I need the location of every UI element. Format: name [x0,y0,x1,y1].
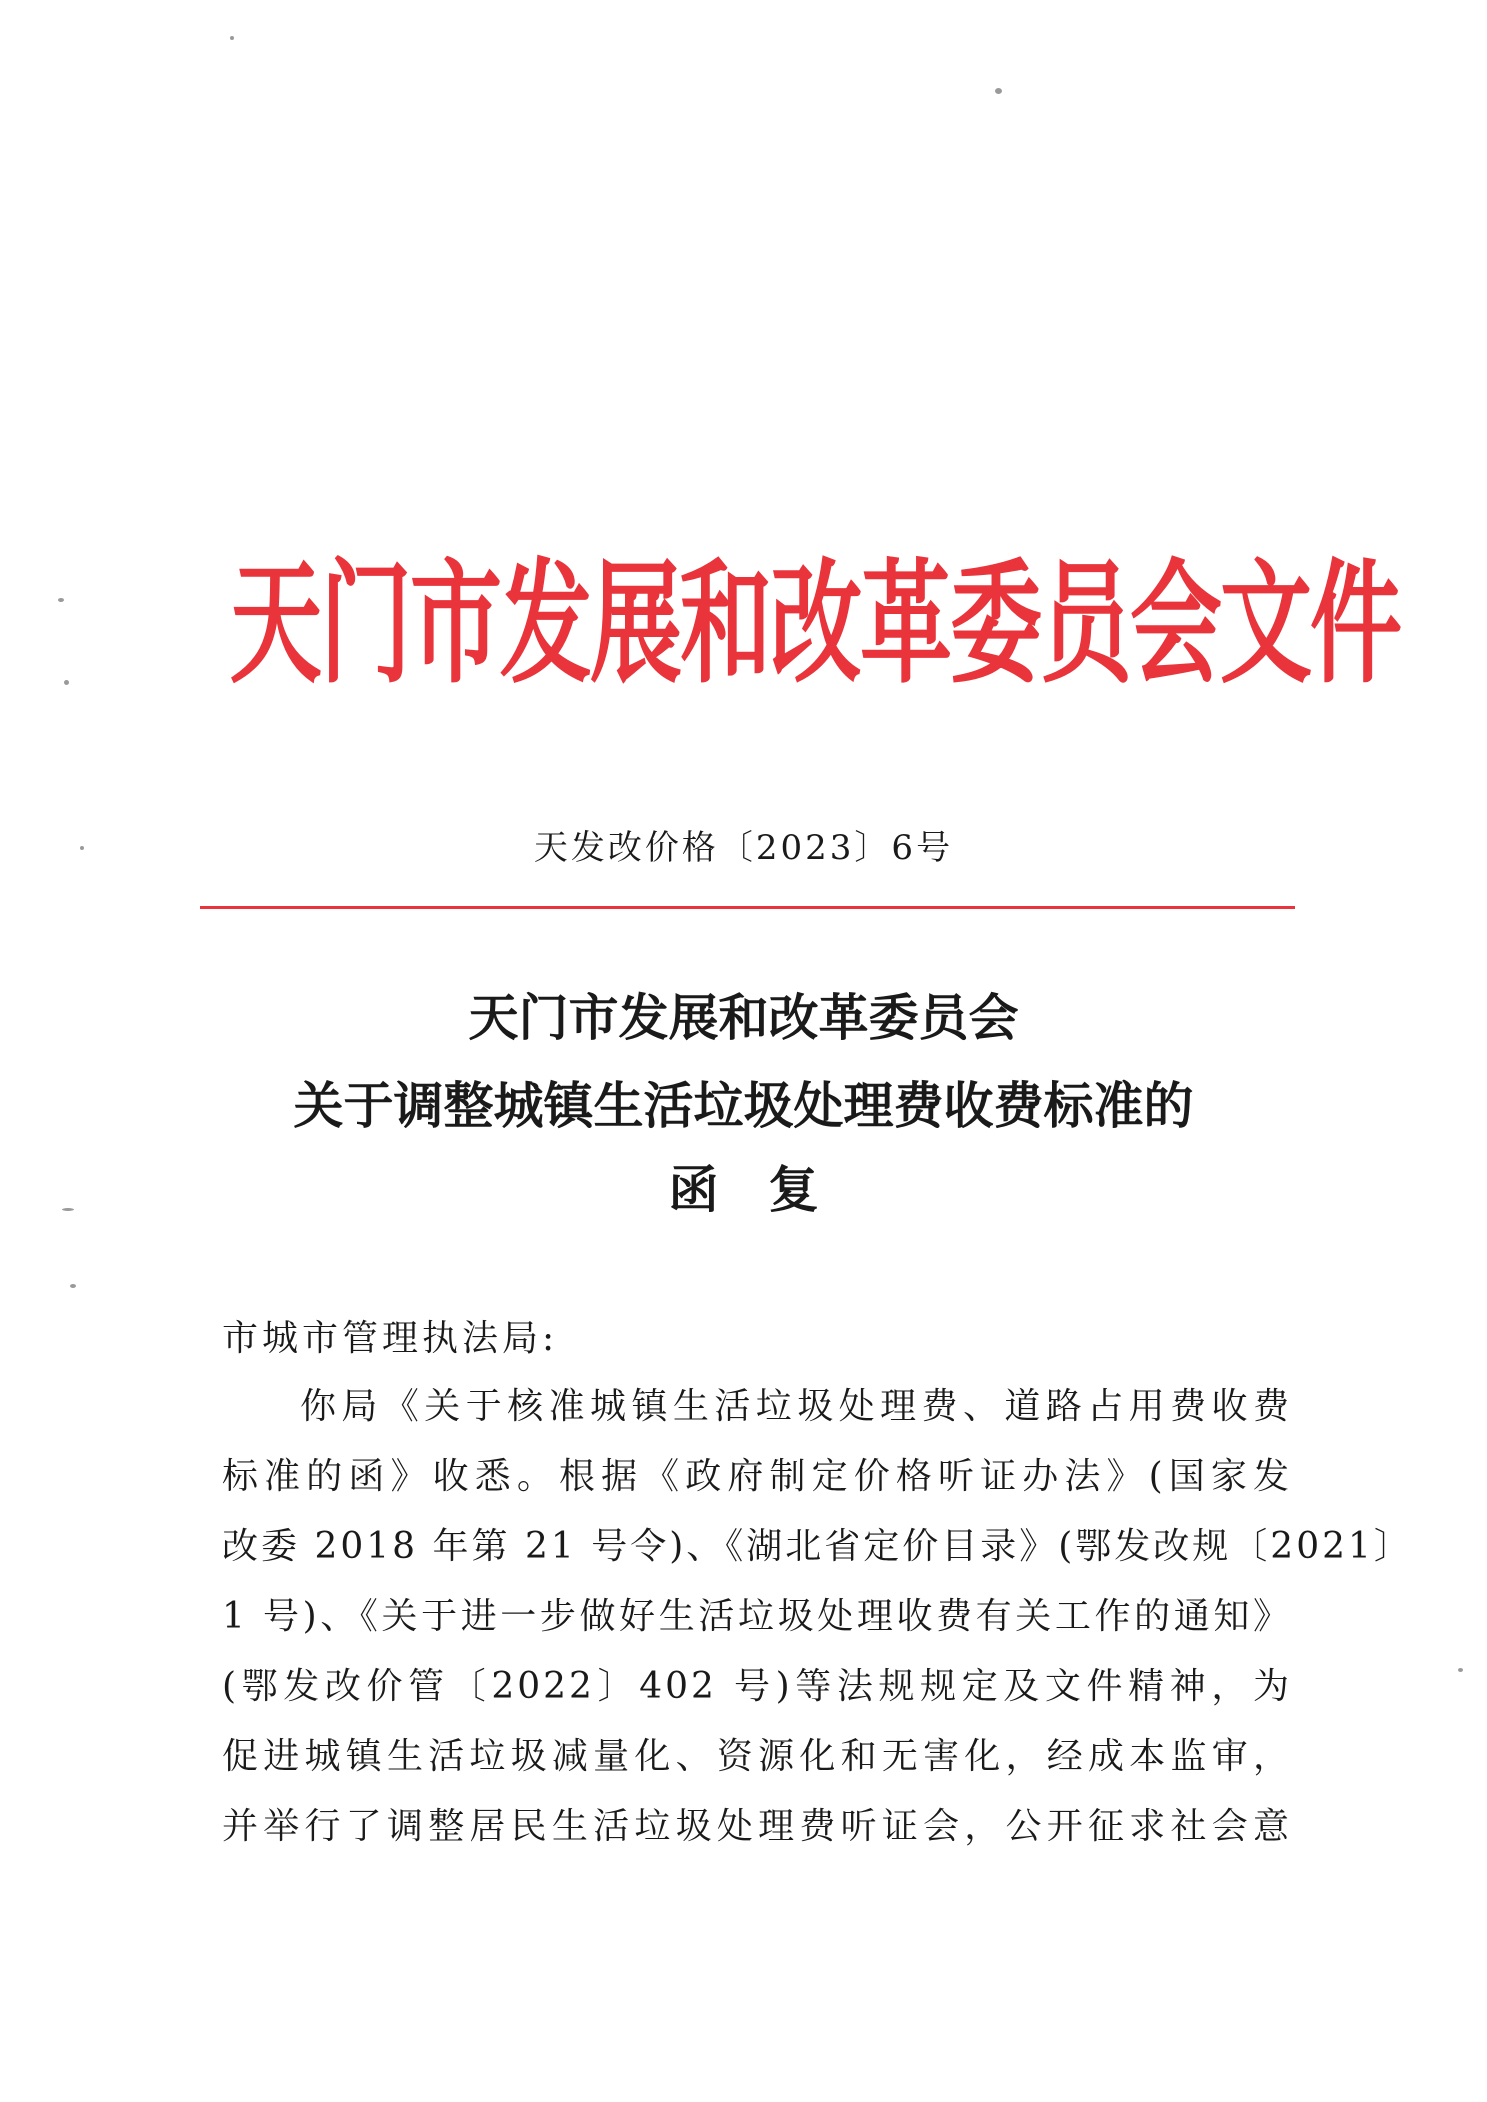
scan-speck [230,36,234,40]
body-line: 促进城镇生活垃圾减量化、资源化和无害化，经成本监审， [222,1736,1292,1777]
body-line: 你局《关于核准城镇生活垃圾处理费、道路占用费收费 [300,1386,1292,1427]
scan-speck [70,1284,76,1288]
body-line: 标准的函》收悉。根据《政府制定价格听证办法》(国家发 [222,1456,1292,1497]
body-line: 1 号)、《关于进一步做好生活垃圾处理收费有关工作的通知》 [222,1596,1292,1637]
scan-speck [995,88,1002,94]
scan-speck [64,680,69,685]
document-number: 天发改价格〔2023〕6号 [533,828,954,868]
scan-speck [1458,1668,1463,1672]
body-line: 改委 2018 年第 21 号令)、《湖北省定价目录》(鄂发改规〔2021〕 [222,1526,1413,1567]
scan-speck [58,598,64,602]
body-line: 并举行了调整居民生活垃圾处理费听证会，公开征求社会意 [222,1806,1292,1847]
body-line: (鄂发改价管〔2022〕402 号)等法规规定及文件精神，为 [222,1666,1292,1707]
title-line-3: 函复 [668,1161,869,1219]
title-line-2: 关于调整城镇生活垃圾处理费收费标准的 [293,1077,1194,1135]
red-divider-line [200,906,1295,909]
addressee: 市城市管理执法局: [222,1318,559,1359]
title-line-1: 天门市发展和改革委员会 [468,989,1019,1047]
red-masthead: 天门市发展和改革委员会文件 [230,546,1401,702]
